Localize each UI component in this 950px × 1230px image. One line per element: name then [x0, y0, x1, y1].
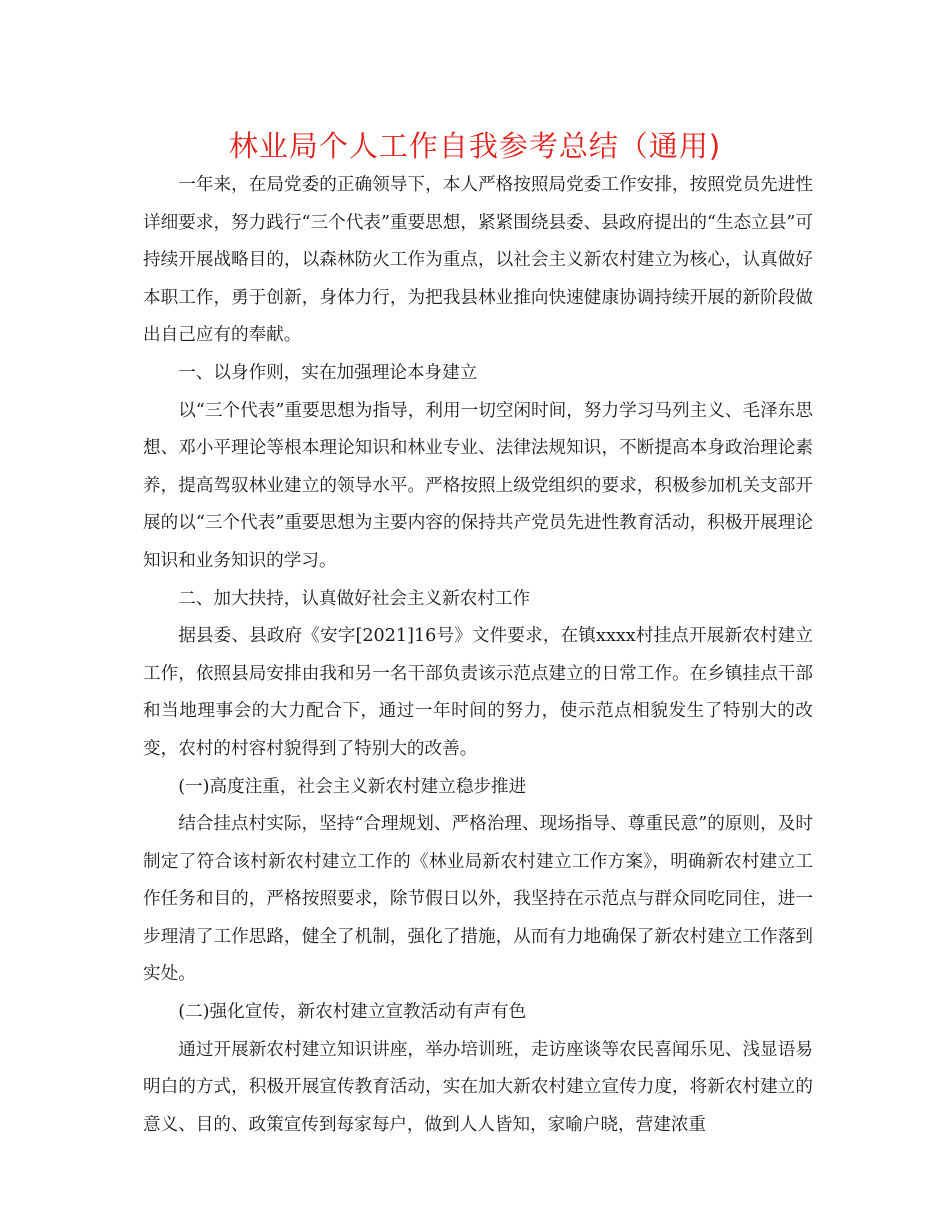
section-heading-1: 一、以身作则，实在加强理论本身建立 — [178, 362, 478, 383]
document-title: 林业局个人工作自我参考总结（通用) — [228, 129, 722, 163]
subsection-heading-2: (二)强化宣传，新农村建立宣教活动有声有色 — [178, 1002, 527, 1023]
section-1-paragraph: 以“三个代表”重要思想为指导，利用一切空闲时间，努力学习马列主义、毛泽东思想、邓小平理论等根本理论知识和林业专业、法律法规知识，不断提高本身政治理论素养，提高驾驭林业建立的领导水平。严格按照上级党组织的要求，积极参加机关支部开展的以“三个代表”重要思想为主要内容的保持共产党员先进性教育活动，积极开展理论知识和业务知识的学习。 — [143, 400, 813, 571]
subsection-1-paragraph: 结合挂点村实际，坚持“合理规划、严格治理、现场指导、尊重民意”的原则，及时制定了符合该村新农村建立工作的《林业局新农村建立工作方案》，明确新农村建立工作任务和目的，严格按照要求，除节假日以外，我坚持在示范点与群众同吃同住，进一步理清了工作思路，健全了机制，强化了措施，从而有力地确保了新农村建立工作落到实处。 — [143, 814, 813, 985]
subsection-2-paragraph: 通过开展新农村建立知识讲座，举办培训班，走访座谈等农民喜闻乐见、浅显语易明白的方式，积极开展宣传教育活动，实在加大新农村建立宣传力度，将新农村建立的意义、目的、政策宣传到每家每户，做到人人皆知，家喻户晓，营建浓重 — [143, 1039, 813, 1135]
section-heading-2: 二、加大扶持，认真做好社会主义新农村工作 — [178, 588, 531, 609]
subsection-heading-1: (一)高度注重，社会主义新农村建立稳步推进 — [178, 776, 527, 797]
intro-paragraph: 一年来，在局党委的正确领导下，本人严格按照局党委工作安排，按照党员先进性详细要求，努力践行“三个代表”重要思想，紧紧围绕县委、县政府提出的“生态立县”可持续开展战略目的，以森林防火工作为重点，以社会主义新农村建立为核心，认真做好本职工作，勇于创新，身体力行，为把我县林业推向快速健康协调持续开展的新阶段做出自己应有的奉献。 — [143, 175, 813, 346]
section-2-paragraph: 据县委、县政府《安字[2021]16号》文件要求，在镇xxxx村挂点开展新农村建立工作，依照县局安排由我和另一名干部负责该示范点建立的日常工作。在乡镇挂点干部和当地理事会的大力配合下，通过一年时间的努力，使示范点相貌发生了特别大的改变，农村的村容村貌得到了特别大的改善。 — [143, 626, 813, 759]
document-body — [143, 167, 813, 1144]
